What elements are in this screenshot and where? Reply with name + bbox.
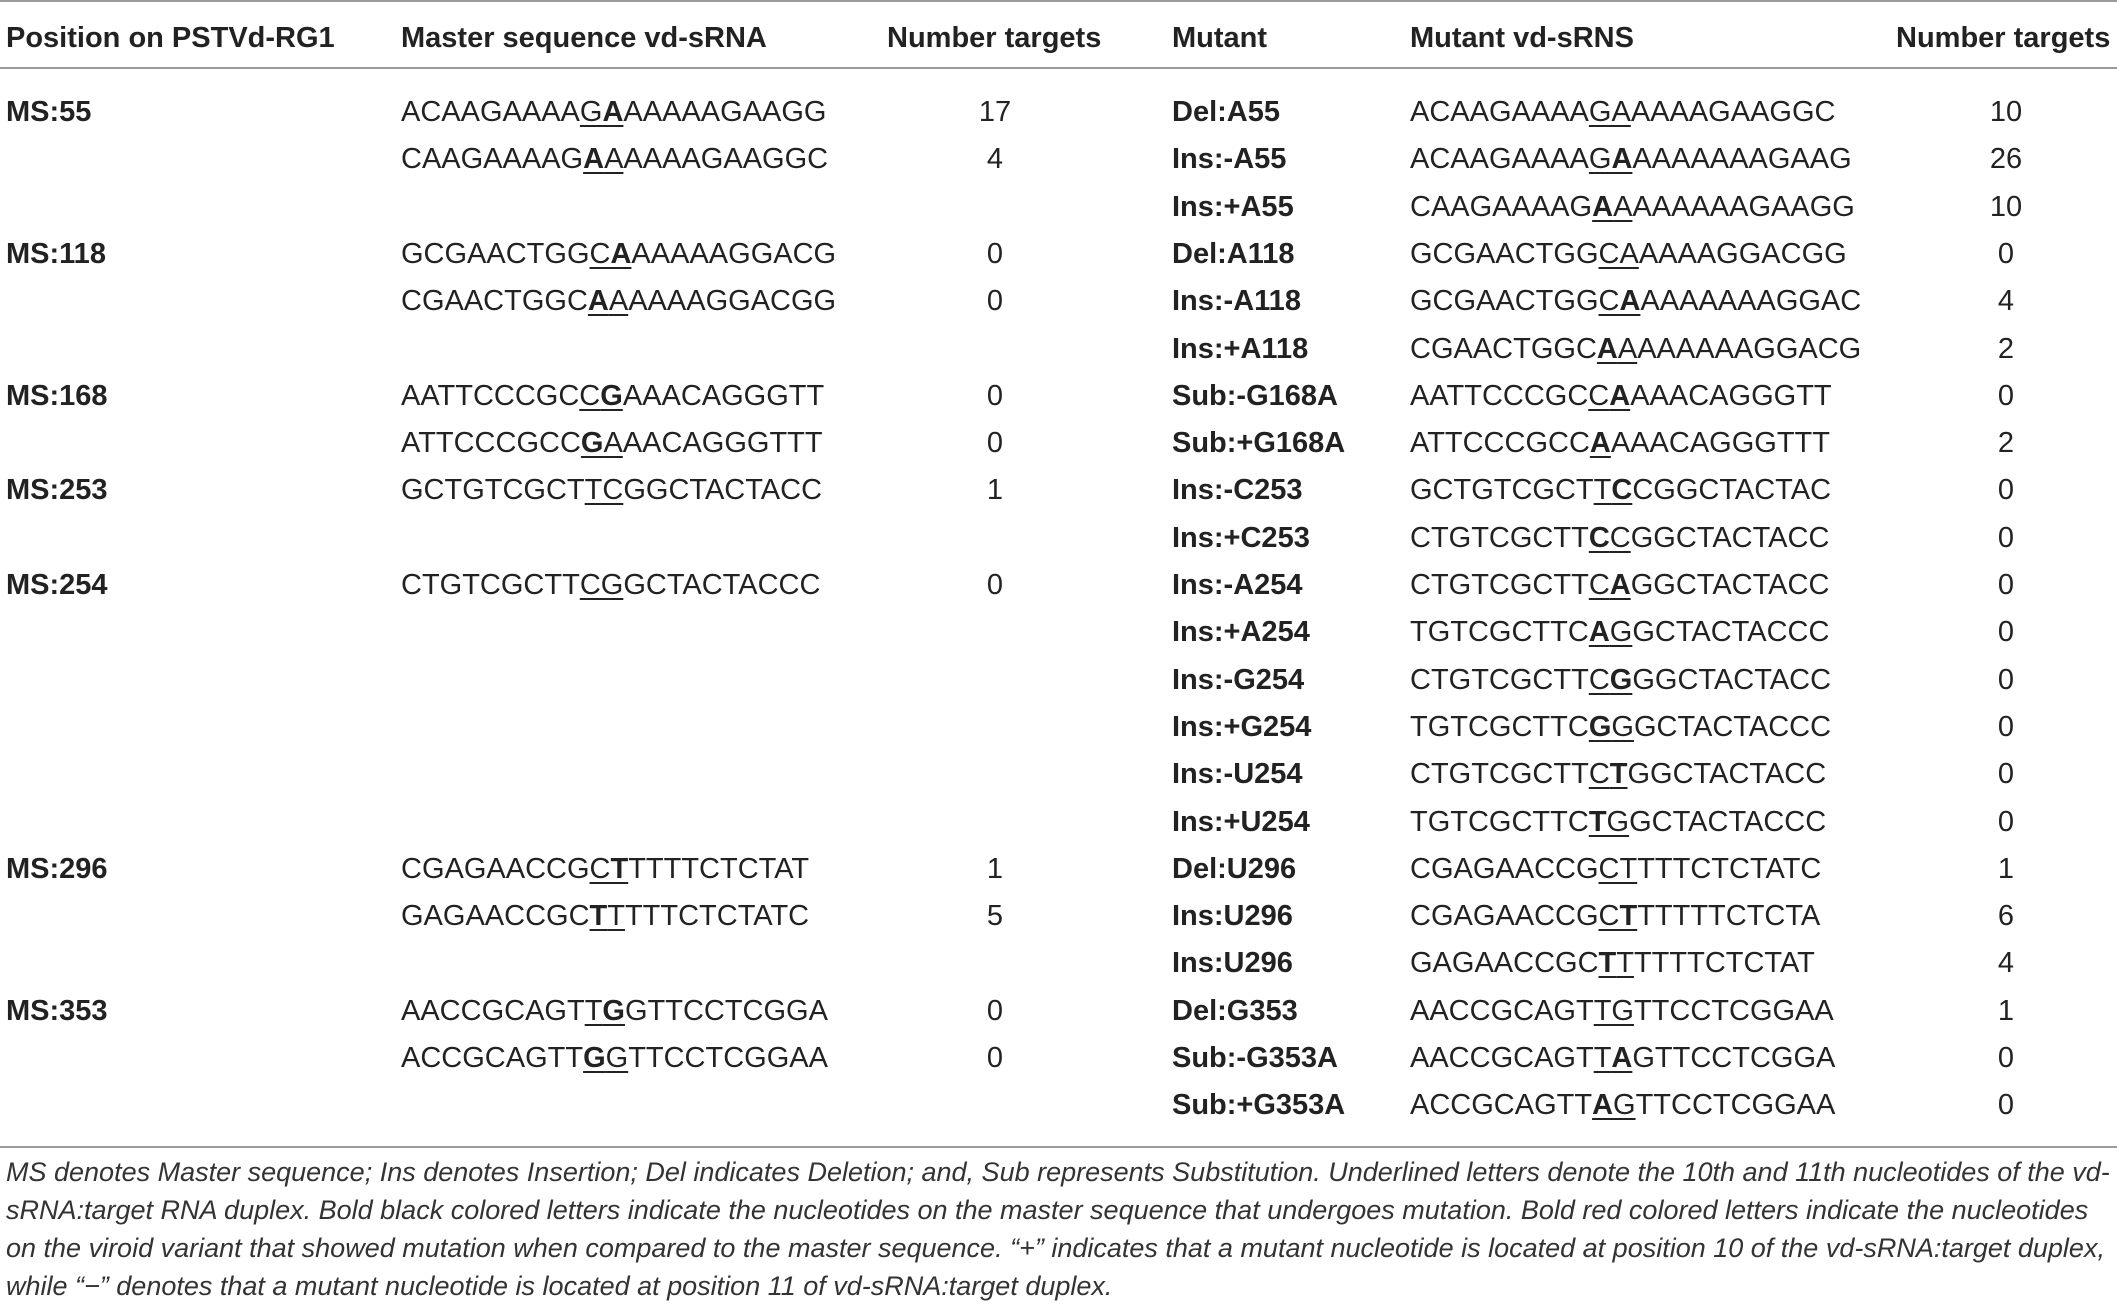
sequence-segment: TTCCTCGGAA [628, 1042, 828, 1074]
sequence-highlight: G [600, 379, 623, 412]
mutant-targets-cell: 0 [1997, 663, 2015, 696]
mutant-targets-cell: 0 [1997, 474, 2015, 507]
mutant-sequence [1410, 427, 1830, 460]
sequence-segment: ACCGCAGTT [1410, 1089, 1593, 1122]
sequence-highlight: TG [1593, 994, 1634, 1027]
master-targets-cell: 0 [986, 1042, 1004, 1074]
sequence-highlight: A [587, 285, 609, 318]
mutant-targets-cell: 0 [1997, 710, 2015, 743]
header-rule [0, 67, 2117, 69]
sequence-segment: AAAAAAAGAAG [1632, 143, 1852, 176]
mutant-targets-cell: 1 [1997, 994, 2015, 1027]
mutant-sequence-cell [1410, 191, 1855, 224]
mutant-targets-cell: 0 [1997, 616, 2015, 649]
sequence-highlight: T [1598, 947, 1617, 980]
sequence-segment: GCTGTCGCT [1410, 474, 1594, 507]
master-targets-cell: 17 [978, 96, 1012, 128]
mutant-sequence [1410, 711, 1831, 744]
sequence-highlight: T [610, 852, 629, 885]
master-sequence-cell [401, 474, 822, 507]
sequence-highlight: G [1606, 805, 1630, 838]
sequence-segment: GCGAACTGG [401, 237, 590, 270]
header-number-targets: Number targets [887, 22, 1102, 54]
mutant-sequence [1410, 474, 1831, 507]
sequence-segment: TTCCTCGGAA [1633, 994, 1834, 1027]
position-cell: MS:296 [6, 852, 108, 885]
sequence-segment: TTTCTCTATC [1637, 852, 1822, 885]
sequence-highlight: T [1619, 900, 1638, 933]
sequence-segment: TTTCTCTATC [624, 900, 810, 933]
master-sequence [401, 238, 836, 271]
sequence-highlight: C [589, 237, 611, 270]
mutant-targets-cell: 0 [1997, 758, 2015, 791]
master-sequence-cell [401, 143, 828, 176]
sequence-highlight: C [1598, 900, 1620, 933]
sequence-segment: AAAAGGACGG [1638, 237, 1847, 270]
master-sequence [401, 569, 820, 602]
mutant-sequence [1410, 333, 1861, 366]
mutant-sequence [1410, 522, 1829, 555]
sequence-segment: TTCCTCGGAA [1635, 1089, 1836, 1122]
sequence-highlight: C [1588, 379, 1610, 412]
sequence-segment: ACAAGAAAA [1410, 143, 1589, 176]
position-cell: MS:353 [6, 994, 108, 1027]
sequence-highlight: G [1609, 616, 1633, 649]
sequence-segment: CTGTCGCTT [1410, 569, 1589, 601]
sequence-segment: GCTACTACCC [1632, 616, 1830, 649]
master-sequence-cell [401, 380, 824, 413]
sequence-highlight: G [579, 96, 603, 128]
mutant-sequence [1410, 96, 1835, 129]
sequence-highlight: T [584, 994, 603, 1027]
position-cell: MS:253 [6, 474, 108, 507]
mutant-sequence-cell [1410, 427, 1830, 460]
sequence-highlight: A [610, 237, 632, 270]
position-cell: MS:254 [6, 569, 108, 601]
sequence-segment: TTTTCTCTAT [628, 852, 810, 885]
sequence-highlight: A [1609, 569, 1631, 601]
header-master-sequence: Master sequence vd-sRNA [401, 22, 767, 54]
sequence-highlight: CT [1598, 852, 1638, 885]
master-sequence [401, 285, 836, 318]
sequence-highlight: C [1611, 474, 1633, 507]
mutant-targets-cell: 4 [1997, 947, 2015, 980]
sequence-segment: ATTCCCGCC [1410, 427, 1590, 460]
top-rule [0, 0, 2117, 2]
sequence-segment: CGGCTACTAC [1632, 474, 1832, 507]
table-footnote: MS denotes Master sequence; Ins denotes Insertion; Del indicates Deletion; and, Sub represents Substitution. Underlined letters denote the 10th and 11th nucleotides of the vd-sRNA:target RNA duplex. Bold black colored letters indicate the nucleotides on the master sequence that undergoes mutation. Bold red colored letters indicate the nucleotides on the viroid variant that showed mutation when compared to the master sequence. “+” indicates that a mutant nucleotide is located at position 10 of the vd-sRNA:target duplex, while “−” denotes that a mutant nucleotide is located at position 11 of vd-sRNA:target duplex. [6, 1157, 2110, 1301]
sequence-highlight: G [602, 994, 625, 1027]
mutant-targets-cell: 0 [1997, 237, 2015, 270]
sequence-segment: AAAAGAAGGC [1630, 96, 1836, 128]
mutant-targets-cell: 2 [1997, 332, 2015, 365]
sequence-segment: CAAGAAAAG [1410, 190, 1593, 223]
mutant-cell: Ins:U296 [1172, 947, 1293, 980]
mutant-sequence [1410, 758, 1826, 791]
sequence-highlight: T [1609, 758, 1628, 791]
mutant-sequence-cell [1410, 758, 1826, 791]
sequence-highlight: C [1588, 758, 1610, 791]
mutant-cell: Ins:+C253 [1172, 521, 1310, 554]
sequence-segment: GCTACTACCC [623, 569, 821, 601]
mutant-sequence-cell [1410, 238, 1847, 271]
mutant-sequence-cell [1410, 285, 1861, 318]
sequence-segment: AACAGGGTTT [622, 427, 823, 460]
header-position: Position on PSTVd-RG1 [6, 22, 335, 54]
mutant-targets-cell: 1 [1997, 852, 2015, 885]
mutant-sequence-cell [1410, 1042, 1835, 1075]
sequence-segment: GCTACTACCC [1629, 805, 1827, 838]
sequence-highlight: GA [1588, 96, 1631, 128]
sequence-highlight: A [1611, 1042, 1633, 1074]
sequence-highlight: G [1613, 1089, 1636, 1122]
sequence-highlight: T [1588, 805, 1607, 838]
mutant-targets-cell: 0 [1997, 569, 2015, 601]
sequence-segment: ACAAGAAAA [1410, 96, 1589, 128]
sequence-segment: CGAACTGGC [1410, 332, 1597, 365]
sequence-segment: GTTCCTCGGA [624, 994, 828, 1027]
sequence-segment: TTTTCTCTAT [1633, 947, 1815, 980]
mutant-sequence-cell [1410, 143, 1852, 176]
mutant-cell: Ins:+A118 [1172, 332, 1309, 365]
sequence-highlight: C [1588, 569, 1610, 601]
master-sequence-cell [401, 853, 809, 886]
header-number-targets-mutant: Number targets [1896, 22, 2111, 54]
sequence-segment: AAAAGGACGG [628, 285, 837, 318]
master-sequence-cell [401, 285, 836, 318]
mutant-targets-cell: 6 [1997, 900, 2015, 933]
sequence-segment: AAACAGGGTT [622, 379, 825, 412]
mutant-cell: Ins:-C253 [1172, 474, 1303, 507]
mutant-targets-cell: 4 [1997, 285, 2015, 318]
mutant-sequence-cell [1410, 1089, 1835, 1122]
sequence-highlight: A [1592, 1089, 1614, 1122]
master-sequence-cell [401, 569, 820, 602]
mutant-sequence [1410, 380, 1832, 413]
mutant-sequence-cell [1410, 947, 1815, 980]
sequence-segment: ACAAGAAAA [401, 96, 580, 128]
master-sequence-cell [401, 96, 827, 129]
sequence-highlight: A [1613, 190, 1633, 223]
master-targets-cell: 1 [986, 852, 1004, 885]
sequence-segment: CGAACTGGC [401, 285, 588, 318]
master-sequence-cell [401, 900, 809, 933]
sequence-segment: CGAGAACCG [1410, 900, 1599, 933]
mutant-sequence [1410, 900, 1820, 933]
sequence-highlight: A [1611, 143, 1633, 176]
mutant-sequence-cell [1410, 569, 1829, 602]
sequence-highlight: T [1593, 1042, 1612, 1074]
header-mutant: Mutant [1172, 22, 1268, 54]
sequence-highlight: A [1588, 616, 1610, 649]
mutant-sequence [1410, 238, 1847, 271]
sequence-highlight: T [589, 900, 608, 933]
master-targets-cell: 0 [986, 569, 1004, 601]
position-cell: MS:168 [6, 379, 108, 412]
sequence-highlight: A [1589, 427, 1611, 460]
mutant-cell: Ins:+U254 [1172, 805, 1310, 838]
mutant-cell: Sub:-G353A [1172, 1042, 1338, 1074]
sequence-highlight: T [607, 900, 625, 933]
master-sequence-cell [401, 1042, 828, 1075]
master-sequence [401, 96, 827, 129]
master-targets-cell: 4 [986, 143, 1004, 176]
master-sequence [401, 143, 828, 176]
sequence-segment: AATTCCCGC [1410, 379, 1589, 412]
sequence-segment: AACCGCAGT [401, 994, 585, 1027]
sequence-highlight: A [604, 143, 624, 176]
mutant-cell: Ins:+A254 [1172, 616, 1310, 649]
sequence-segment: CGAGAACCG [401, 852, 590, 885]
mutant-sequence [1410, 806, 1826, 839]
mutant-sequence-cell [1410, 806, 1826, 839]
sequence-segment: CTGTCGCTT [1410, 758, 1589, 791]
sequence-highlight: TC [584, 474, 624, 507]
mutant-targets-cell: 0 [1997, 1089, 2015, 1122]
sequence-highlight: CG [579, 569, 624, 601]
sequence-highlight: C [589, 852, 611, 885]
master-sequence-cell [401, 238, 836, 271]
sequence-segment: GGCTACTACC [1630, 521, 1830, 554]
mutant-sequence [1410, 947, 1815, 980]
master-sequence [401, 427, 823, 460]
sequence-segment: AAACAGGGTT [1630, 379, 1832, 412]
sequence-highlight: T [1593, 474, 1612, 507]
mutant-sequence-cell [1410, 522, 1829, 555]
sequence-segment: GCTACTACCC [1633, 710, 1832, 743]
mutant-sequence [1410, 995, 1834, 1028]
mutant-sequence [1410, 853, 1821, 886]
sequence-highlight: A [1609, 379, 1631, 412]
master-sequence [401, 1042, 828, 1075]
mutant-sequence-cell [1410, 333, 1861, 366]
mutant-cell: Del:U296 [1172, 852, 1297, 885]
sequence-segment: GGCTACTACC [1627, 758, 1827, 791]
mutant-cell: Ins:+G254 [1172, 710, 1312, 743]
mutant-cell: Ins:+A55 [1172, 190, 1294, 223]
sequence-segment: ACCGCAGTT [401, 1042, 584, 1074]
master-targets-cell: 0 [986, 237, 1004, 270]
sequence-segment: AAAAAGAAGG [623, 96, 827, 128]
master-targets-cell: 0 [986, 285, 1004, 318]
sequence-highlight: A [602, 96, 624, 128]
sequence-segment: CTGTCGCTT [1410, 663, 1589, 696]
mutant-sequence [1410, 569, 1829, 602]
sequence-segment: GCGAACTGG [1410, 237, 1599, 270]
sequence-segment: AACCGCAGT [1410, 1042, 1594, 1074]
position-cell: MS:55 [6, 96, 92, 128]
sequence-segment: ATTCCCGCC [401, 427, 581, 460]
sequence-segment: AAACAGGGTTT [1610, 427, 1830, 460]
sequence-highlight: A [1619, 285, 1641, 318]
sequence-segment: GCGAACTGG [1410, 285, 1599, 318]
mutant-sequence-cell [1410, 900, 1820, 933]
sequence-segment: AATTCCCGC [401, 379, 580, 412]
sequence-segment: CTGTCGCTT [401, 569, 580, 601]
mutant-sequence-cell [1410, 380, 1832, 413]
master-sequence [401, 853, 809, 886]
sequence-highlight: G [1588, 143, 1612, 176]
mutant-sequence-cell [1410, 995, 1834, 1028]
mutant-cell: Sub:+G168A [1172, 427, 1346, 460]
mutant-sequence [1410, 191, 1855, 224]
sequence-highlight: G [1609, 663, 1633, 696]
position-cell: MS:118 [6, 237, 106, 270]
mutant-sequence-cell [1410, 616, 1829, 649]
sequence-highlight: A [583, 143, 605, 176]
sequence-highlight: A [1596, 332, 1618, 365]
mutant-cell: Sub:+G353A [1172, 1089, 1346, 1122]
mutant-targets-cell: 0 [1997, 379, 2015, 412]
sequence-highlight: T [1616, 947, 1634, 980]
mutant-sequence [1410, 1042, 1835, 1075]
sequence-highlight: G [605, 1042, 629, 1074]
bottom-rule [0, 1146, 2117, 1148]
sequence-segment: TGTCGCTTC [1410, 805, 1589, 838]
mutant-cell: Ins:U296 [1172, 900, 1293, 933]
master-targets-cell: 0 [986, 427, 1004, 460]
mutant-cell: Del:A55 [1172, 96, 1280, 128]
sequence-segment: TGTCGCTTC [1410, 616, 1589, 649]
master-targets-cell: 0 [986, 994, 1004, 1027]
mutant-cell: Ins:-A254 [1172, 569, 1303, 601]
sequence-highlight: G [1588, 710, 1612, 743]
mutant-cell: Del:A118 [1172, 237, 1295, 270]
sequence-highlight: C [1588, 521, 1610, 554]
sequence-highlight: G [583, 1042, 606, 1074]
mutant-targets-cell: 0 [1997, 805, 2015, 838]
master-targets-cell: 0 [986, 379, 1004, 412]
sequence-segment: CAAGAAAAG [401, 143, 584, 176]
mutant-sequence-cell [1410, 711, 1831, 744]
sequence-highlight: G [1611, 710, 1634, 743]
mutant-sequence-cell [1410, 96, 1835, 129]
sequence-highlight: C [1609, 521, 1631, 554]
sequence-segment: GGCTACTACC [1632, 663, 1832, 696]
sequence-segment: GAGAACCGC [401, 900, 590, 933]
master-sequence [401, 900, 809, 933]
mutant-targets-cell: 26 [1989, 143, 2023, 176]
sequence-highlight: A [1617, 332, 1638, 365]
header-mutant-sequence: Mutant vd-sRNS [1410, 22, 1634, 54]
mutant-cell: Del:G353 [1172, 994, 1298, 1027]
sequence-highlight: C [579, 379, 601, 412]
sequence-highlight: CA [1598, 237, 1639, 270]
mutant-sequence [1410, 1089, 1835, 1122]
master-targets-cell: 1 [986, 474, 1004, 507]
sequence-segment: AAAAGAAGGC [623, 143, 829, 176]
mutant-targets-cell: 2 [1997, 427, 2015, 460]
sequence-segment: AACCGCAGT [1410, 994, 1594, 1027]
sequence-segment: TTTTTCTCTA [1637, 900, 1821, 933]
mutant-targets-cell: 0 [1997, 1042, 2015, 1074]
sequence-segment: AAAAAAAGGAC [1640, 285, 1862, 318]
sequence-highlight: A [1592, 190, 1614, 223]
sequence-segment: AAAAAAGGACG [1637, 332, 1862, 365]
mutant-sequence-cell [1410, 474, 1831, 507]
sequence-highlight: G [580, 427, 604, 460]
sequence-segment: GGCTACTACC [1630, 569, 1830, 601]
mutant-targets-cell: 0 [1997, 521, 2015, 554]
mutant-cell: Ins:-A55 [1172, 143, 1287, 176]
sequence-highlight: A [608, 285, 629, 318]
sequence-highlight: C [1588, 663, 1610, 696]
sequence-segment: CTGTCGCTT [1410, 521, 1589, 554]
mutant-sequence-cell [1410, 853, 1821, 886]
mutant-sequence [1410, 664, 1831, 697]
master-sequence-cell [401, 995, 828, 1028]
master-sequence [401, 995, 828, 1028]
mutant-sequence [1410, 616, 1829, 649]
master-targets-cell: 5 [986, 900, 1004, 933]
sequence-highlight: A [603, 427, 623, 460]
master-sequence [401, 380, 824, 413]
mutant-targets-cell: 10 [1989, 190, 2023, 223]
sequence-segment: AAAAAAGAAGG [1632, 190, 1855, 223]
mutant-cell: Ins:-G254 [1172, 663, 1305, 696]
sequence-segment: AAAAAGGACG [631, 237, 837, 270]
sequence-segment: GGCTACTACC [623, 474, 823, 507]
mutant-cell: Sub:-G168A [1172, 379, 1338, 412]
sequence-segment: TGTCGCTTC [1410, 710, 1589, 743]
mutant-cell: Ins:-U254 [1172, 758, 1303, 791]
sequence-segment: GCTGTCGCT [401, 474, 585, 507]
sequence-highlight: C [1598, 285, 1620, 318]
master-sequence-cell [401, 427, 823, 460]
mutant-cell: Ins:-A118 [1172, 285, 1301, 318]
mutant-sequence [1410, 285, 1861, 318]
mutant-sequence [1410, 143, 1852, 176]
master-sequence [401, 474, 822, 507]
sequence-segment: GAGAACCGC [1410, 947, 1599, 980]
sequence-segment: CGAGAACCG [1410, 852, 1599, 885]
mutant-targets-cell: 10 [1989, 96, 2023, 128]
sequence-segment: GTTCCTCGGA [1632, 1042, 1836, 1074]
mutant-sequence-cell [1410, 664, 1831, 697]
